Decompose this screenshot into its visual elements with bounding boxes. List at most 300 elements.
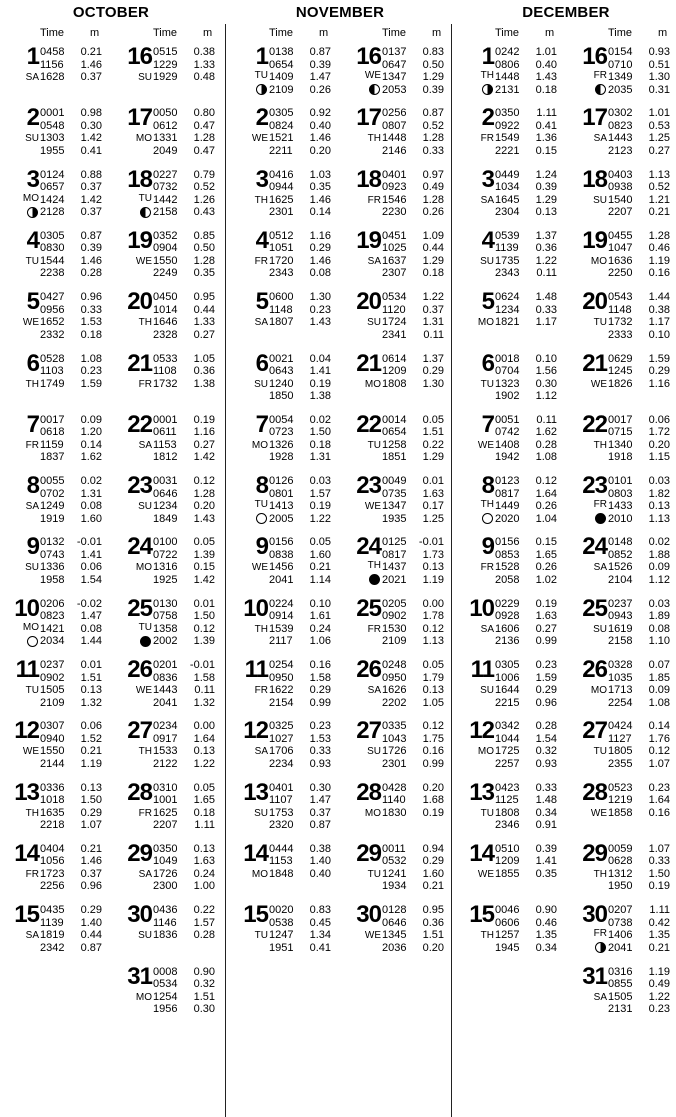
tide-height: 0.31 <box>648 83 670 96</box>
tide-height: 0.01 <box>422 475 444 488</box>
tide-time: 1254 <box>153 990 178 1003</box>
tide-height: 0.28 <box>535 438 557 451</box>
tide-times <box>40 720 64 770</box>
tide-time: 0020 <box>269 904 294 917</box>
tide-height: 0.37 <box>80 71 102 83</box>
tide-time: 2320 <box>269 819 294 832</box>
tide-time: 1628 <box>40 71 65 83</box>
tide-heights <box>536 782 557 832</box>
tide-height: 0.33 <box>422 144 444 157</box>
tide-time: 2053 <box>382 83 407 96</box>
day-entry <box>229 289 341 349</box>
day-of-week: MO <box>590 255 607 267</box>
tide-height: 0.39 <box>80 242 102 255</box>
tide-height: 1.32 <box>193 696 215 709</box>
tide-time: 1724 <box>382 316 407 329</box>
day-entry <box>113 412 225 472</box>
tide-time: 1229 <box>153 58 178 71</box>
day-entry <box>113 596 225 656</box>
day-of-week: TU <box>254 70 268 81</box>
tide-time: 1448 <box>495 71 520 83</box>
tide-height: 0.35 <box>193 267 215 280</box>
tide-time: 1056 <box>40 855 65 868</box>
day-of-week: SU <box>480 255 494 267</box>
tide-times <box>495 414 519 464</box>
tide-height: 0.21 <box>80 745 102 758</box>
height-header: m <box>203 27 213 39</box>
tide-time: 1753 <box>269 806 294 819</box>
tide-height: 1.46 <box>80 855 102 868</box>
tide-height: 0.09 <box>648 561 670 574</box>
tide-time: 1331 <box>153 132 178 145</box>
tide-height: 0.19 <box>422 806 444 819</box>
day-number: 12 <box>14 717 39 745</box>
tide-height: 1.42 <box>193 573 215 586</box>
day-number: 29 <box>356 839 381 867</box>
day-entry <box>568 718 676 778</box>
tide-height: 0.05 <box>309 536 331 549</box>
tide-height: 1.41 <box>80 548 102 561</box>
tide-heights <box>423 46 444 96</box>
tide-time: 1413 <box>269 500 294 513</box>
tide-times <box>40 536 64 586</box>
tide-height: 0.05 <box>193 781 215 794</box>
tide-heights <box>194 230 215 280</box>
tide-time: 1156 <box>40 58 64 71</box>
tide-time: 1245 <box>608 365 633 377</box>
tide-height: 0.30 <box>309 781 331 794</box>
day-of-week: SA <box>367 255 381 267</box>
tide-time: 1345 <box>382 929 407 942</box>
day-of-week: FR <box>593 928 607 940</box>
month-column-october <box>0 0 222 1117</box>
tide-height: 1.63 <box>193 855 215 868</box>
tide-times <box>153 107 177 157</box>
tide-height: 0.38 <box>193 46 215 58</box>
day-of-week: TU <box>254 930 268 942</box>
tide-height: 1.58 <box>309 671 331 684</box>
tide-height: 0.90 <box>535 904 557 917</box>
height-header: m <box>432 27 442 39</box>
tide-time: 0428 <box>382 781 407 794</box>
tide-time: 0138 <box>269 46 294 58</box>
tide-height: 0.96 <box>535 696 557 709</box>
tide-height: 0.23 <box>309 303 331 316</box>
day-number: 3 <box>255 165 268 193</box>
tide-time: 2158 <box>608 635 633 648</box>
tide-height: 0.18 <box>80 328 102 341</box>
tide-heights <box>423 169 444 219</box>
day-number: 3 <box>26 165 39 193</box>
tide-times <box>153 353 177 391</box>
tide-time: 0017 <box>608 413 633 426</box>
tide-heights <box>194 414 215 464</box>
day-of-week: SA <box>254 746 268 758</box>
tide-height: 1.75 <box>422 732 444 745</box>
tide-height: 1.52 <box>80 732 102 745</box>
tide-time: 0444 <box>269 842 294 855</box>
tide-time: 0206 <box>40 597 65 610</box>
day-entry <box>229 473 341 533</box>
day-of-week: SU <box>593 194 607 206</box>
tide-height: 0.23 <box>535 659 557 671</box>
day-of-week: TH <box>138 746 152 758</box>
day-entry <box>113 351 225 411</box>
day-entry <box>455 718 567 778</box>
tide-time: 0124 <box>40 168 65 181</box>
tide-time: 0838 <box>269 548 294 561</box>
tide-height: 1.16 <box>309 229 331 242</box>
tide-height: 1.30 <box>309 291 331 304</box>
day-number: 14 <box>14 839 39 867</box>
tide-height: 1.56 <box>535 365 557 377</box>
tide-time: 0156 <box>495 536 520 549</box>
tide-height: 1.28 <box>422 132 444 145</box>
tide-times <box>608 904 632 954</box>
tide-times <box>269 353 293 403</box>
day-number: 24 <box>127 533 152 561</box>
tide-height: 1.68 <box>422 794 444 807</box>
tide-heights <box>536 598 557 648</box>
day-number: 13 <box>14 778 39 806</box>
tide-height: 0.80 <box>193 107 215 120</box>
tide-height: 0.12 <box>422 720 444 733</box>
tide-times <box>608 782 632 820</box>
tide-height: 0.99 <box>422 757 444 770</box>
last-quarter-moon-icon <box>369 84 380 95</box>
tide-height: 1.29 <box>422 71 444 83</box>
tide-height: 1.57 <box>193 916 215 929</box>
tide-height: 0.85 <box>193 229 215 242</box>
tide-time: 0902 <box>40 671 65 684</box>
month-title: NOVEMBER <box>295 4 385 21</box>
tide-height: 0.16 <box>309 659 331 671</box>
tide-height: 0.43 <box>193 206 215 219</box>
tide-height: 0.50 <box>422 58 444 71</box>
tide-height: 0.30 <box>80 119 102 132</box>
day-of-week: MO <box>364 378 381 390</box>
tide-time: 0528 <box>40 352 65 365</box>
day-of-week: FR <box>254 685 268 696</box>
day-of-week: TH <box>138 317 152 329</box>
tide-height: 1.39 <box>193 548 215 561</box>
tide-time: 1549 <box>495 132 520 145</box>
tide-heights <box>310 291 331 329</box>
tide-height: 1.13 <box>648 168 670 181</box>
tide-time: 1526 <box>608 561 633 574</box>
tide-time: 1358 <box>153 622 178 635</box>
tide-time: 0001 <box>153 413 178 426</box>
day-number: 21 <box>582 349 607 377</box>
tide-height: 0.14 <box>648 720 670 733</box>
tide-time: 0938 <box>608 181 633 194</box>
tide-time: 1626 <box>382 684 407 696</box>
tide-height: 0.32 <box>535 745 557 758</box>
day-number: 6 <box>481 349 494 377</box>
tide-height: 1.19 <box>80 757 102 770</box>
tide-time: 2304 <box>495 206 520 219</box>
tide-height: 0.01 <box>193 597 215 610</box>
tide-height: 0.29 <box>309 242 331 255</box>
tide-time: 1051 <box>269 242 294 255</box>
tide-time: 1808 <box>382 377 407 390</box>
tide-time: 2230 <box>382 206 407 219</box>
tide-heights <box>649 475 670 525</box>
tide-heights <box>649 720 670 770</box>
time-header: Time <box>153 27 178 39</box>
tide-height: 1.48 <box>535 794 557 807</box>
tide-height: 1.25 <box>648 132 670 145</box>
day-of-week: TU <box>367 868 381 880</box>
day-number: 30 <box>356 901 381 929</box>
tide-time: 0031 <box>153 475 178 488</box>
tide-time: 1858 <box>608 806 633 819</box>
day-of-week: WE <box>135 685 152 696</box>
tide-time: 0458 <box>40 46 65 58</box>
day-of-week: MO <box>135 133 152 145</box>
tide-time: 0803 <box>608 487 633 500</box>
tide-height: 1.17 <box>535 316 557 329</box>
day-number: 22 <box>356 410 381 438</box>
tide-height: 1.51 <box>422 426 444 439</box>
tide-height: 0.34 <box>535 806 557 819</box>
tide-height: 0.13 <box>80 781 102 794</box>
tide-height: 0.87 <box>309 819 331 832</box>
tide-height: 1.02 <box>535 573 557 586</box>
day-number: 27 <box>127 717 152 745</box>
tide-time: 0824 <box>269 119 294 132</box>
tide-heights <box>77 536 102 586</box>
tide-height: 1.38 <box>193 377 215 390</box>
tide-times <box>40 107 64 157</box>
day-entry <box>568 780 676 840</box>
tide-height: 1.37 <box>422 352 444 365</box>
tide-time: 0424 <box>608 720 633 733</box>
day-entry <box>113 841 225 901</box>
full-moon-icon <box>27 636 38 647</box>
tide-times <box>153 966 177 1016</box>
day-of-week: SU <box>254 807 268 819</box>
tide-time: 1148 <box>269 303 293 316</box>
tide-height: 1.60 <box>309 548 331 561</box>
tide-time: 0325 <box>269 720 294 733</box>
tide-time: 1837 <box>40 451 65 464</box>
tide-height: 0.09 <box>648 684 670 696</box>
tide-heights <box>81 659 102 709</box>
tide-times <box>269 659 293 709</box>
tide-heights <box>423 782 444 820</box>
tide-heights <box>423 659 444 709</box>
tide-height: 1.89 <box>648 610 670 623</box>
tide-time: 0310 <box>153 781 178 794</box>
tide-times <box>153 414 177 464</box>
tide-height: 0.03 <box>648 597 670 610</box>
time-header: Time <box>382 27 407 39</box>
tide-time: 2238 <box>40 267 65 280</box>
tide-times <box>495 904 519 954</box>
tide-times <box>382 720 406 770</box>
tide-height: 0.45 <box>309 916 331 929</box>
day-number: 12 <box>469 717 494 745</box>
tide-height: 1.29 <box>422 254 444 267</box>
tide-time: 0923 <box>382 181 407 194</box>
tide-height: 1.07 <box>80 819 102 832</box>
tide-times <box>40 475 64 525</box>
tide-height: 1.64 <box>648 794 670 807</box>
tide-heights <box>423 720 444 770</box>
tide-height: 0.08 <box>80 500 102 513</box>
day-number: 5 <box>255 288 268 316</box>
day-entry <box>0 167 112 227</box>
day-number: 13 <box>243 778 268 806</box>
tide-time: 0201 <box>153 659 178 671</box>
day-number: 19 <box>127 226 152 254</box>
day-number: 17 <box>127 104 152 132</box>
day-number: 25 <box>127 594 152 622</box>
tide-height: -0.01 <box>189 659 215 671</box>
tide-heights <box>81 475 102 525</box>
tide-height: 1.36 <box>535 132 557 145</box>
tide-height: 0.08 <box>648 622 670 635</box>
day-of-week: SU <box>480 685 494 696</box>
tide-height: 0.10 <box>535 352 557 365</box>
day-entry <box>568 534 676 594</box>
tide-time: 2020 <box>495 512 520 525</box>
tide-heights <box>423 598 444 648</box>
day-number: 30 <box>582 901 607 929</box>
tide-time: 2131 <box>495 83 520 96</box>
tide-time: 0054 <box>269 413 294 426</box>
day-number: 8 <box>255 472 268 500</box>
tide-height: 0.37 <box>80 867 102 880</box>
tide-times <box>608 475 632 525</box>
tide-height: 0.96 <box>80 880 102 893</box>
day-number: 28 <box>582 778 607 806</box>
tide-time: 1919 <box>40 512 65 525</box>
tide-height: 1.53 <box>80 316 102 329</box>
tide-times <box>153 720 177 770</box>
tide-height: 0.52 <box>422 119 444 132</box>
day-entry <box>455 657 567 717</box>
tide-height: 1.28 <box>422 193 444 206</box>
tide-height: 0.02 <box>648 536 670 549</box>
tide-heights <box>310 353 331 403</box>
tide-height: 0.29 <box>80 904 102 917</box>
tide-height: 0.37 <box>309 806 331 819</box>
tide-time: 0532 <box>382 855 407 868</box>
tide-height: 0.23 <box>80 365 102 377</box>
day-number: 7 <box>26 410 39 438</box>
tide-time: 0342 <box>495 720 520 733</box>
day-entry <box>229 902 341 962</box>
tide-time: 1637 <box>382 254 407 267</box>
day-number: 9 <box>481 533 494 561</box>
day-of-week: TH <box>367 133 381 145</box>
tide-height: 0.23 <box>648 1003 670 1015</box>
tide-times <box>495 353 519 403</box>
tide-time: 1950 <box>608 880 633 893</box>
tide-time: 1951 <box>269 941 294 954</box>
day-number: 4 <box>255 226 268 254</box>
tide-height: 1.51 <box>193 990 215 1003</box>
day-of-week: FR <box>367 194 381 206</box>
day-number: 18 <box>127 165 152 193</box>
tide-height: 0.19 <box>193 413 215 426</box>
tide-time: 0449 <box>495 168 520 181</box>
tide-height: -0.02 <box>76 597 102 610</box>
tide-time: 0008 <box>153 965 178 978</box>
day-of-week: SA <box>138 868 152 880</box>
day-number: 1 <box>255 43 268 70</box>
tide-time: 1726 <box>382 745 407 758</box>
tide-height: 1.63 <box>422 487 444 500</box>
tide-time: 0534 <box>153 978 178 990</box>
tide-height: 0.37 <box>422 303 444 316</box>
tide-time: 0823 <box>40 610 65 623</box>
day-entry <box>113 780 225 840</box>
height-header: m <box>545 27 555 39</box>
tide-time: 2049 <box>153 144 178 157</box>
tide-time: 2117 <box>269 635 293 648</box>
tide-time: 0224 <box>269 597 294 610</box>
tide-height: 0.95 <box>422 904 444 917</box>
tide-time: 1127 <box>608 732 632 745</box>
tide-time: 0758 <box>153 610 178 623</box>
tide-height: 1.28 <box>193 487 215 500</box>
day-entry <box>0 780 112 840</box>
tide-time: 1247 <box>269 929 294 942</box>
tide-time: 0510 <box>495 842 520 855</box>
tide-time: 1850 <box>269 390 294 402</box>
tide-height: 1.43 <box>193 512 215 525</box>
tide-height: 1.07 <box>648 757 670 770</box>
day-number: 31 <box>582 962 607 990</box>
tide-height: 1.13 <box>648 512 670 525</box>
tide-height: 0.12 <box>648 745 670 758</box>
day-number: 26 <box>127 656 152 683</box>
tide-heights <box>194 782 215 832</box>
tide-height: 1.46 <box>80 58 102 71</box>
tide-height: 0.34 <box>535 941 557 954</box>
tide-times <box>495 659 519 709</box>
tide-time: 1956 <box>153 1003 178 1015</box>
tide-height: 1.28 <box>193 132 215 145</box>
day-entry <box>0 228 112 288</box>
day-entry <box>229 167 341 227</box>
tide-time: 1443 <box>153 684 178 696</box>
tide-times <box>40 782 64 832</box>
tide-time: 0646 <box>382 916 407 929</box>
tide-time: 0017 <box>40 413 65 426</box>
tide-times <box>269 169 293 219</box>
tide-time: 0018 <box>495 352 520 365</box>
tide-heights <box>310 536 331 586</box>
tide-height: 0.16 <box>648 267 670 280</box>
tide-height: 1.51 <box>422 929 444 942</box>
tide-height: 1.11 <box>649 904 670 917</box>
tide-time: 0830 <box>40 242 65 255</box>
tide-height: 1.37 <box>535 229 557 242</box>
tide-heights <box>423 291 444 341</box>
tide-height: 0.04 <box>309 352 331 365</box>
tide-heights <box>81 230 102 280</box>
tide-time: 0806 <box>495 58 520 71</box>
tide-height: 1.88 <box>648 548 670 561</box>
tide-time: 1546 <box>382 193 407 206</box>
day-number: 11 <box>470 656 494 683</box>
tide-height: 1.31 <box>309 451 331 464</box>
day-number: 2 <box>255 104 268 132</box>
